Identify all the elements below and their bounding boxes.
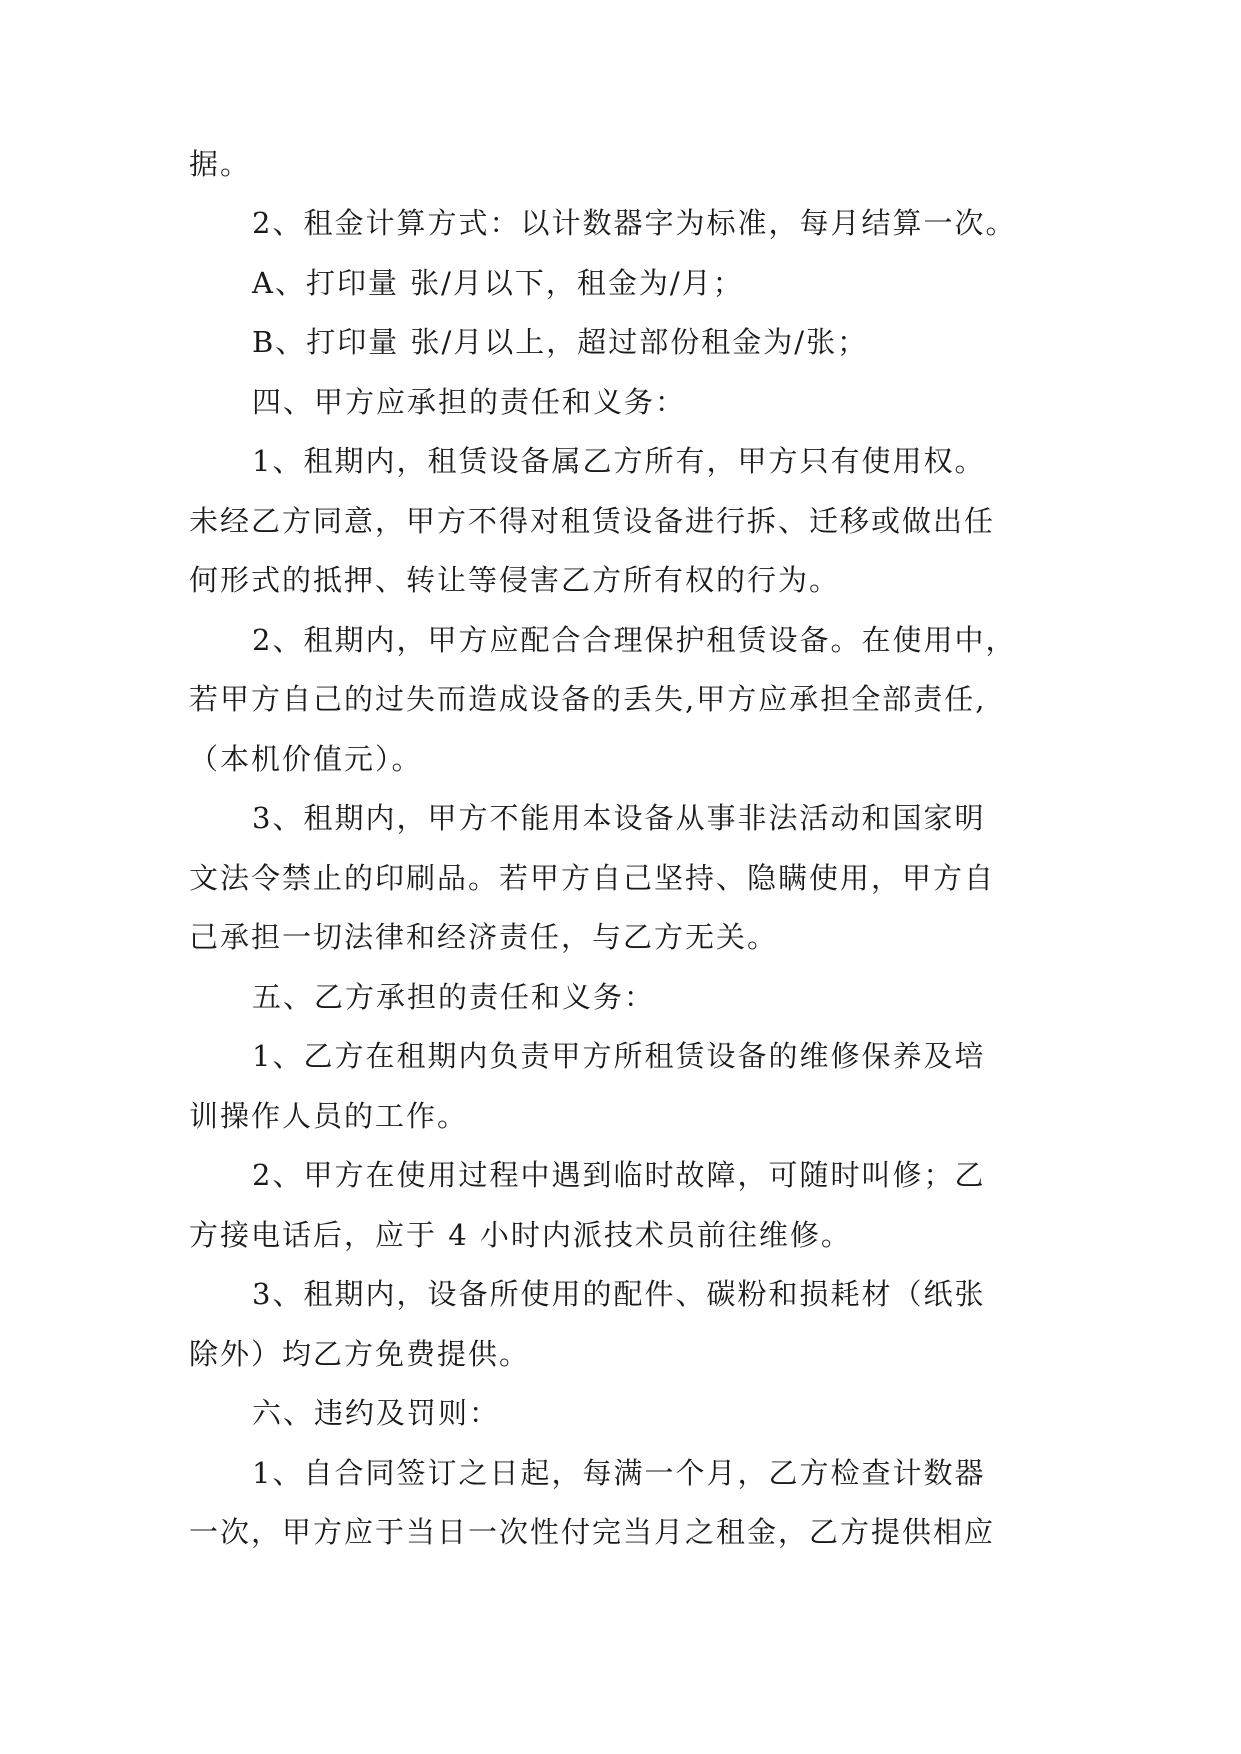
text-line: 2、租金计算方式：以计数器字为标准，每月结算一次。: [252, 206, 1017, 240]
text-line: 己承担一切法律和经济责任，与乙方无关。: [189, 920, 779, 954]
text-line: 3、租期内，甲方不能用本设备从事非法活动和国家明: [252, 801, 986, 835]
text-line: 何形式的抵押、转让等侵害乙方所有权的行为。: [189, 563, 841, 597]
text-line: 1、乙方在租期内负责甲方所租赁设备的维修保养及培: [252, 1039, 986, 1073]
text-line: 方接电话后，应于 4 小时内派技术员前往维修。: [189, 1218, 852, 1252]
text-line: 若甲方自己的过失而造成设备的丢失,甲方应承担全部责任,: [189, 682, 987, 716]
text-line: 2、甲方在使用过程中遇到临时故障，可随时叫修；乙: [252, 1158, 986, 1192]
text-line: 训操作人员的工作。: [189, 1099, 469, 1133]
section-heading: 五、乙方承担的责任和义务：: [252, 980, 656, 1014]
text-line: 一次，甲方应于当日一次性付完当月之租金，乙方提供相应: [189, 1515, 996, 1549]
text-line: 据。: [189, 147, 252, 181]
text-line: 1、自合同签订之日起，每满一个月，乙方检查计数器: [252, 1456, 986, 1490]
text-line: 文法令禁止的印刷品。若甲方自己坚持、隐瞒使用，甲方自: [189, 861, 996, 895]
section-heading: 四、甲方应承担的责任和义务：: [252, 385, 687, 419]
text-line: 3、租期内，设备所使用的配件、碳粉和损耗材（纸张: [252, 1277, 986, 1311]
text-line: 2、租期内，甲方应配合合理保护租赁设备。在使用中，: [252, 623, 1017, 657]
text-line: 未经乙方同意，甲方不得对租赁设备进行拆、迁移或做出任: [189, 504, 996, 538]
text-line: B、打印量 张/月以上，超过部份租金为/张；: [252, 325, 869, 359]
text-line: 除外）均乙方免费提供。: [189, 1337, 531, 1371]
text-line: （本机价值元）。: [189, 742, 423, 776]
text-line: 1、租期内，租赁设备属乙方所有，甲方只有使用权。: [252, 444, 986, 478]
text-line: A、打印量 张/月以下，租金为/月；: [252, 266, 744, 300]
section-heading: 六、违约及罚则：: [252, 1396, 501, 1430]
